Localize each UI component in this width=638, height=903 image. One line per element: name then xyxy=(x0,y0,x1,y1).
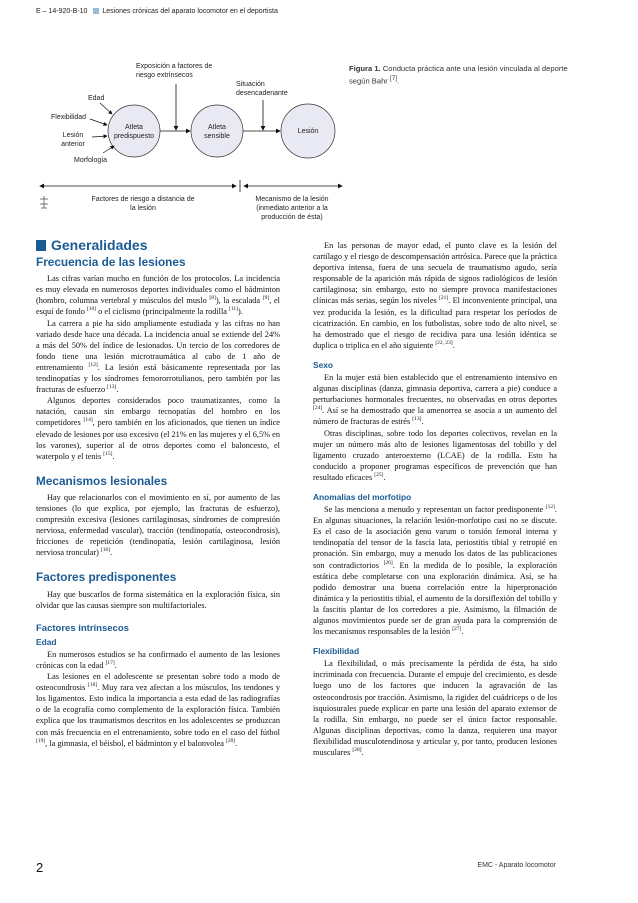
label-situacion2: desencadenante xyxy=(236,90,288,97)
section-square-icon xyxy=(36,240,46,251)
circle1-label2: predispuesto xyxy=(113,133,155,140)
heading-factores: Factores predisponentes xyxy=(36,570,177,585)
arrow-lesion-ant xyxy=(92,136,107,137)
left-column xyxy=(36,237,281,749)
figure-caption-text: Conducta práctica ante una lesión vinculada al deporte según Bahr xyxy=(349,64,568,86)
figure-caption-label: Figura 1. xyxy=(349,64,381,73)
paragraph: La flexibilidad, o más precisamente la pérdida de ésta, ha sido incriminada con frecuencia. Durante el empuje del crecimiento, es desde luego uno de los factores que inducen la agravación de las osteocondrosis por tracción. Asimismo, la rigidez del cuádriceps o de los isquiosurales puede explicar en parte una lesión del aparato extensor de la rodilla. Sin embargo, no puede ser el único factor responsable. Algunas disciplinas deportivas, como la danza, requieren una mayor flexibilidad musculotendinosa y articular y, por tanto, producen lesiones musculares [28]. xyxy=(313,659,557,758)
circle-sensible xyxy=(191,105,243,157)
journal-name: EMC - Aparato locomotor xyxy=(477,862,556,869)
figure-glyph-icon xyxy=(40,196,48,208)
heading-frecuencia: Frecuencia de las lesiones xyxy=(36,255,186,270)
heading-anomalias: Anomalías del morfotipo xyxy=(313,491,412,502)
label-lesion-ant: Lesión xyxy=(62,132,84,139)
paragraph: Las lesiones en el adolescente se presentan sobre todo a modo de osteocondrosis [18]. Muy rara vez afectan a los músculos, los tendones y los ligamentos. Esto indica la importancia a esta edad de las radiografías o de la ecografía como complemento de la exploración física. También explica que los traumatismos descritos en los adolescentes se produzcan con más frecuencia en el entrenamiento, sobre todo en el caso del fútbol [19], la gimnasia, el béisbol, el bádminton y el balonvolea [20]. xyxy=(36,672,281,748)
paragraph: En la mujer está bien establecido que el entrenamiento intensivo en algunas disciplinas (danza, gimnasia deportiva, carrera a pie) conduce a perturbaciones hormonales frecuentes, no observadas en otros deportes [24]. Así se ha demostrado que la amenorrea se asocia a un aumento del número de fracturas de estrés [13]. xyxy=(313,373,557,427)
circle-predispuesto xyxy=(108,105,160,157)
header-code: E – 14-920-B-10 xyxy=(36,8,88,15)
circle3-label: Lesión xyxy=(297,128,319,135)
paragraph: Algunos deportes considerados poco traumatizantes, como la natación, causan sin embargo tecnopatías del hombro en los competidores [14], pero también en los aficionados, que tienen un índice elevado de lesiones por uso excesivo (el 21% en las mujeres y el 6,5% en los varones), superior al de otros deportes como el baloncesto, el waterpolo y el tenis [15]. xyxy=(36,396,280,461)
label-flex: Flexibilidad xyxy=(51,114,87,121)
label-expo: Exposición a factores de xyxy=(136,63,213,70)
label-distancia: Factores de riesgo a distancia de xyxy=(91,196,195,203)
paragraph: En numerosos estudios se ha confirmado el aumento de las lesiones crónicas con la edad [17]. xyxy=(36,649,280,670)
figure-caption-ref: [7] xyxy=(389,75,398,82)
circle2-label: Atleta xyxy=(208,124,226,131)
paragraph: La carrera a pie ha sido ampliamente estudiada y las cifras no han variado desde hace una década. La incidencia anual se extiende del 24% a más del 50% del índice de lesionados. Un tercio de los corredores de fondo tiene una lesión microtraumática al cabo de 1 año de entrenamiento [12]. La lesión está básicamente representada por las tendinopatías y los síndromes femororrotulianos, pero también por las fracturas de esfuerzo [13]. xyxy=(36,318,281,395)
page-number: 2 xyxy=(36,860,44,875)
paragraph: Otras disciplinas, sobre todo los deportes colectivos, revelan en la mujer un número más alto de lesiones ligamentosas del tobillo y del ligamento cruzado anteroexterno (LCAE) de la rodilla. Esto ha conducido a proponer programas específicos de prevención que han resultado eficaces [25]. xyxy=(313,428,557,482)
section-heading-generalidades: Generalidades xyxy=(36,240,280,251)
heading-intrinsecos: Factores intrínsecos xyxy=(36,622,129,634)
label-mecanismo2: (inmediato anterior a la xyxy=(256,205,328,212)
label-mecanismo3: producción de ésta) xyxy=(261,214,323,221)
paragraph: Las cifras varían mucho en función de los protocolos. La incidencia es muy elevada en numerosos deportes individuales como el bádminton (hombro, columna vertebral y músculos del muslo [8]), la escalada [9], el esquí de fondo [10] o el ciclismo (principalmente la rodilla [11]). xyxy=(36,274,280,317)
figure-diagram xyxy=(0,0,638,240)
heading-edad: Edad xyxy=(36,636,57,647)
label-situacion: Situación xyxy=(236,81,265,88)
heading-flexibilidad: Flexibilidad xyxy=(313,646,360,657)
circle2-label2: sensible xyxy=(204,133,230,140)
arrow-morfo xyxy=(103,146,114,153)
label-edad: Edad xyxy=(88,95,105,102)
label-lesion-ant2: anterior xyxy=(61,141,85,148)
label-expo2: riesgo extrínsecos xyxy=(136,72,193,79)
paragraph: Hay que relacionarlos con el movimiento en sí, por aumento de las tensiones (lo que explica, por ejemplo, las fracturas de esfuerzo), compresión excesiva (lesiones cartilaginosas, síndromes de compresión nerviosa, enfermedad vascular), tracción (tendinopatía, osteocondrosis), fricciones de repetición (tendinopatía, lesión cartilaginosa, lesión nerviosa troncular) [16]. xyxy=(36,492,280,558)
figure-caption: Figura 1. Conducta práctica ante una lesión vinculada al deporte según Bahr [7]. xyxy=(349,64,568,86)
heading-mecanismos: Mecanismos lesionales xyxy=(36,473,168,488)
paragraph: En las personas de mayor edad, el punto clave es la lesión del cartílago y el riesgo de descompensación artrósica. Parece que la práctica deportiva intensa, fuera de una secuela de traumatismo agudo, sería responsable de la aparición más rápida de signos radiológicos de lesión cartilaginosa; sin embargo, esto no siempre provoca manifestaciones clínicas más serias, según los niveles [21]. El inconveniente principal, una vez producida la lesión, es la dificultad para respetar los períodos de cicatrización. En cambio, en los futbolistas, sobre todo de alto nivel, se ha demostrado que el riesgo de recidiva para una lesión idéntica se duplica o triplica en el año siguiente [22, 23]. xyxy=(313,241,557,350)
header-title: Lesiones crónicas del aparato locomotor en el deportista xyxy=(102,8,278,15)
circle1-label: Atleta xyxy=(125,124,143,131)
label-distancia2: la lesión xyxy=(130,205,156,212)
arrow-edad xyxy=(100,103,112,114)
paragraph: Se las menciona a menudo y representan un factor predisponente [12]. En algunas situaciones, la relación lesión-morfotipo casi no se discute. Es el caso de la asociación genu varum o torsión femoral interna y tendinopatía del tensor de la fascia lata, periostitis tibial y retropié en pronación. Sin embargo, muy a menudo los datos de las publicaciones son contradictorios [26]. En la medida de lo posible, la exploración estática debe completarse con una exploración dinámica. Así, se ha podido demostrar una buena correlación entre la hiperpronación dinámica y la periostitis tibial, el aumento de la dorsiflexión del tobillo y la fascitis plantar de los corredores a pie. Asimismo, la filmación de algunos movimientos puede ser de gran ayuda para la comprensión de los mecanismos responsables de la lesión [27]. xyxy=(313,504,557,637)
label-mecanismo: Mecanismo de la lesión xyxy=(255,196,329,203)
arrow-flex xyxy=(90,119,107,125)
heading-sexo: Sexo xyxy=(313,359,334,370)
paragraph: Hay que buscarlos de forma sistemática en la exploración física, sin olvidar que las causas siempre son multifactoriales. xyxy=(36,589,280,610)
right-column xyxy=(313,240,557,758)
label-morfo: Morfología xyxy=(74,157,108,164)
